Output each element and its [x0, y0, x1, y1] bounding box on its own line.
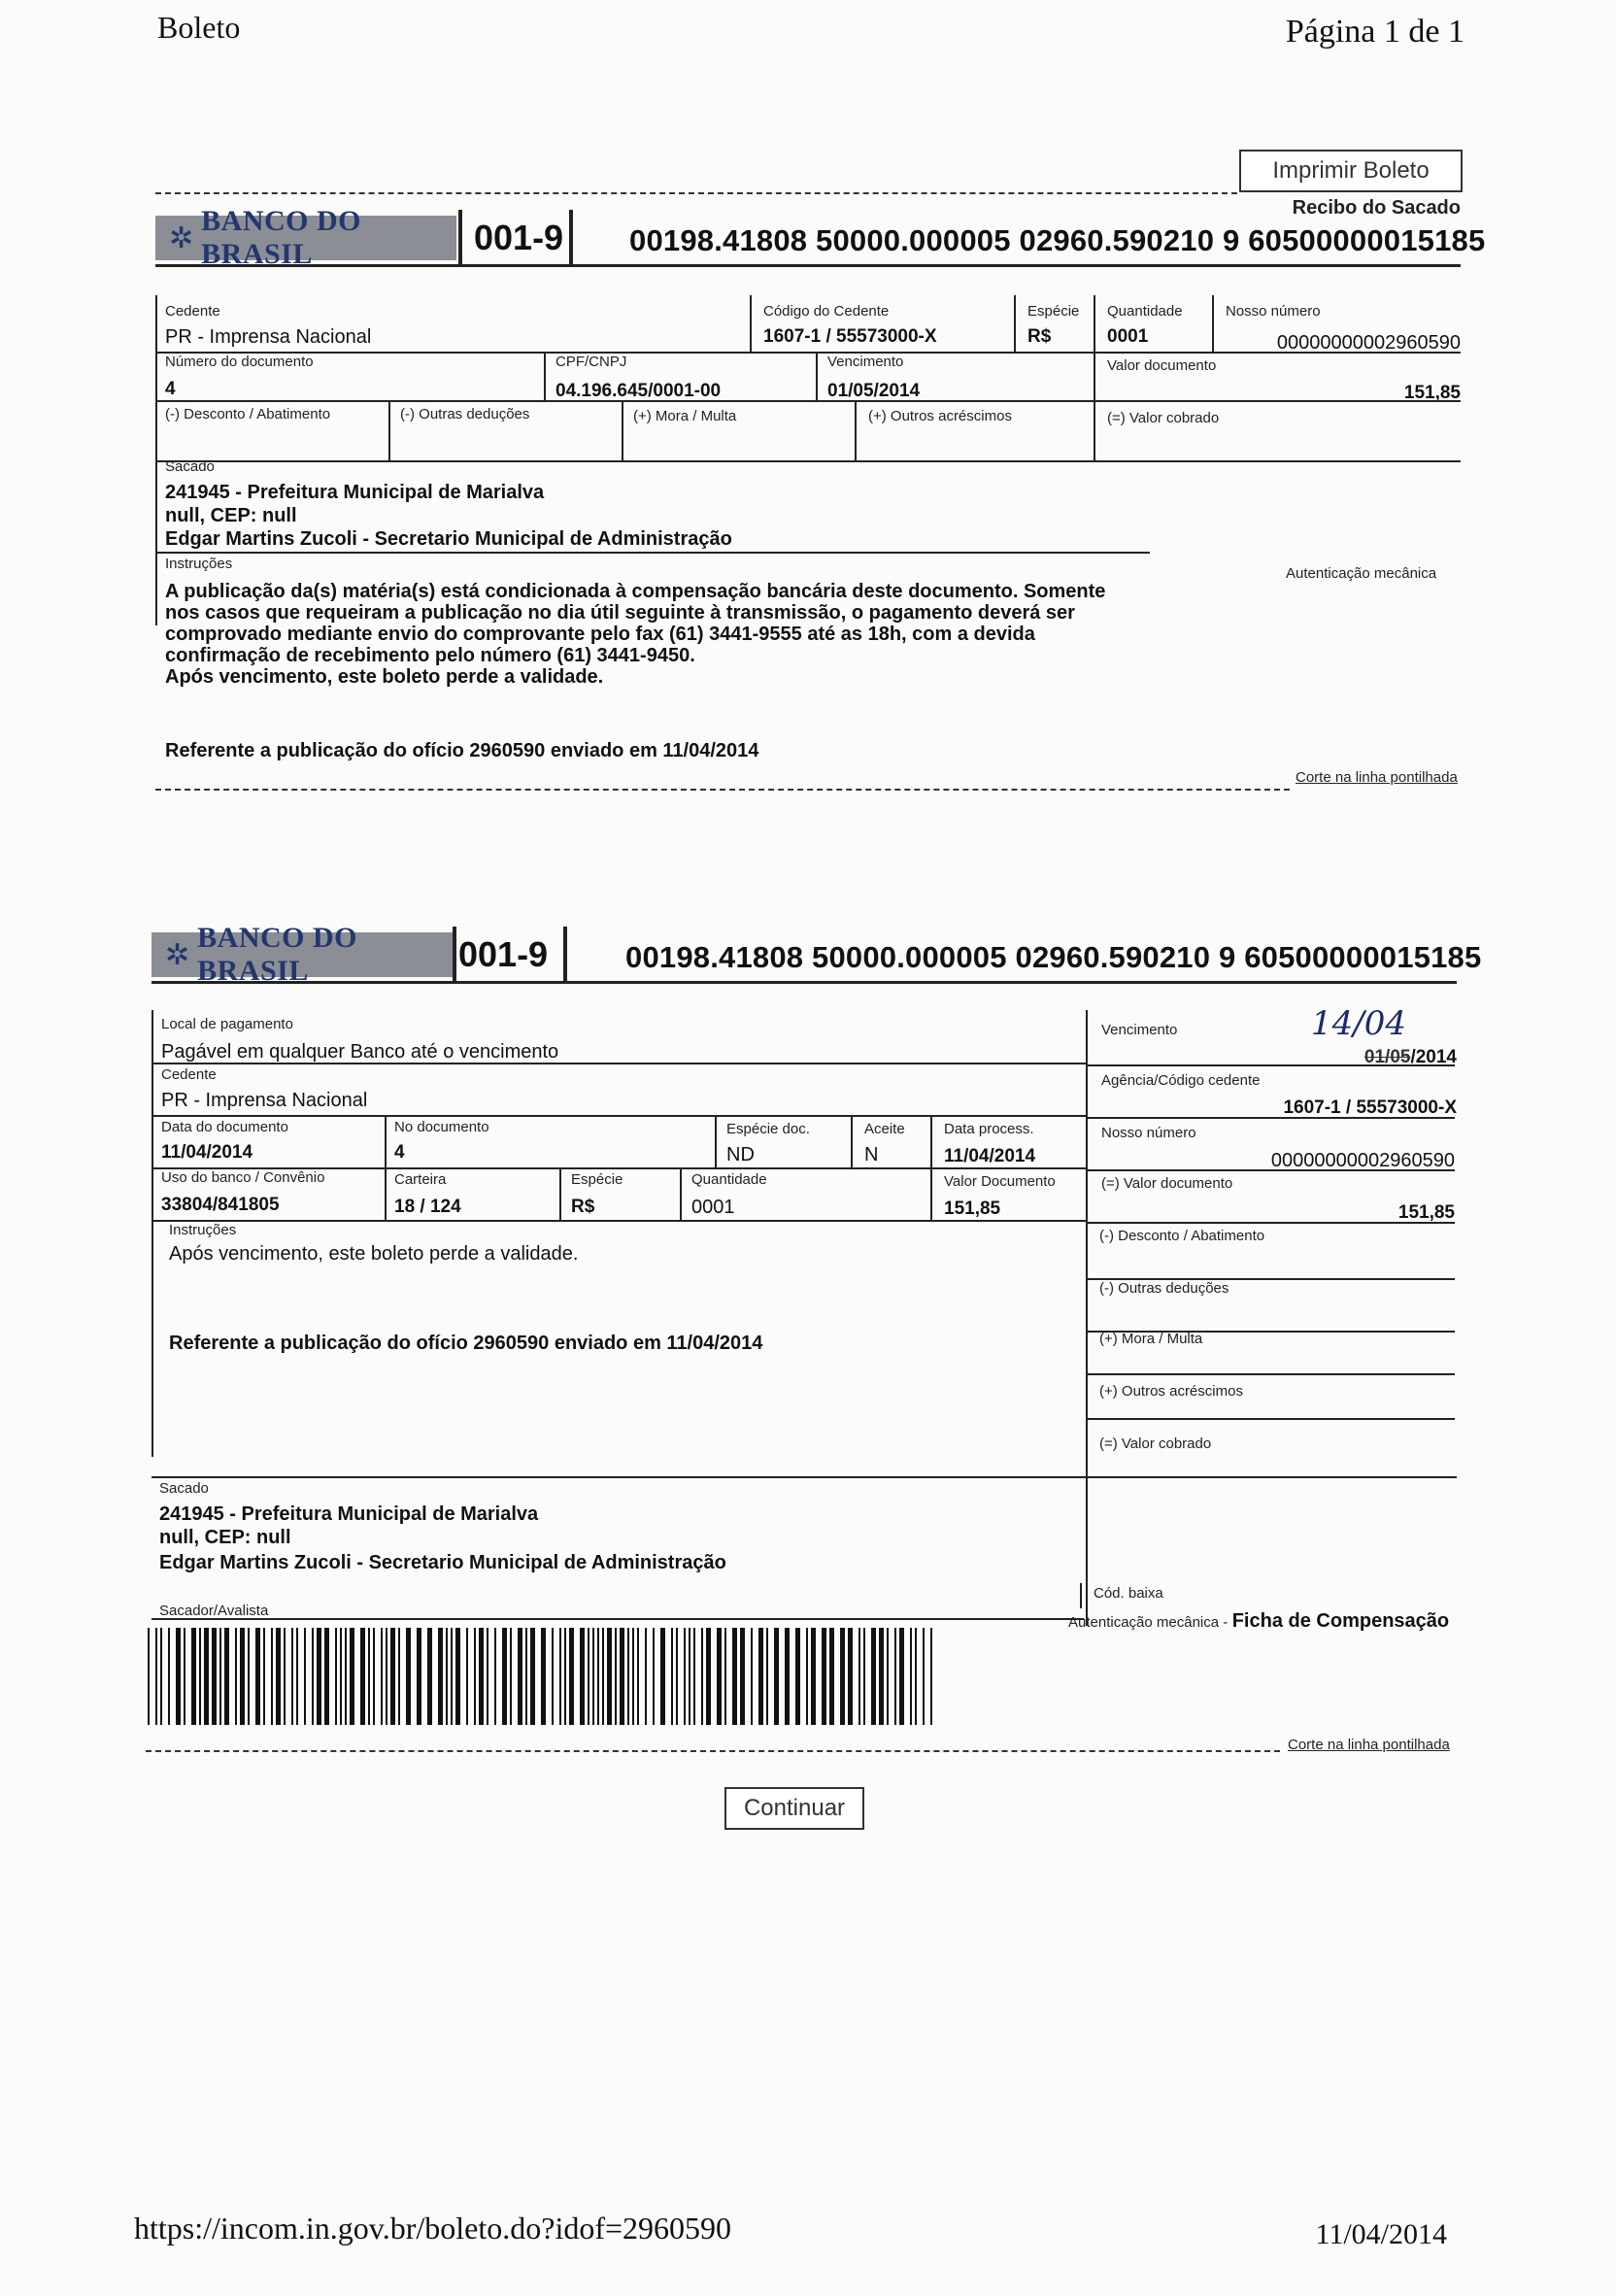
- barcode-bar: [615, 1628, 617, 1725]
- barcode-bar: [848, 1628, 853, 1725]
- outras-deducoes-label: (-) Outras deduções: [400, 406, 530, 422]
- barcode-bar: [335, 1628, 337, 1725]
- top-dashed-line: [155, 192, 1237, 194]
- print-boleto-button[interactable]: Imprimir Boleto: [1239, 150, 1463, 192]
- barcode-bar: [676, 1628, 678, 1725]
- cedente-label: Cedente: [161, 1066, 217, 1083]
- barcode-bar: [785, 1628, 790, 1725]
- barcode-bar: [373, 1628, 375, 1725]
- instrucoes-line: comprovado mediante envio do comprovante pelo fax (61) 3441-9555 até as 18h, com a devida: [165, 624, 1035, 645]
- barcode-bar: [632, 1628, 634, 1725]
- border: [680, 1167, 682, 1220]
- border: [851, 1115, 853, 1167]
- row-line: [152, 1115, 1086, 1117]
- autenticacao-label: Autenticação mecânica -: [1068, 1614, 1229, 1631]
- barcode-bar: [240, 1628, 245, 1725]
- continue-button[interactable]: Continuar: [724, 1787, 864, 1830]
- bank-code: 001-9: [458, 934, 549, 974]
- barcode-bar: [474, 1628, 476, 1725]
- barcode-bar: [569, 1628, 574, 1725]
- barcode-bar: [592, 1628, 594, 1725]
- nosso-numero-value: 00000000002960590: [1270, 1150, 1455, 1171]
- barcode-bar: [693, 1628, 695, 1725]
- barcode-bar: [212, 1628, 217, 1725]
- mora-label: (+) Mora / Multa: [633, 408, 737, 424]
- border: [1094, 295, 1095, 462]
- barcode-bar: [525, 1628, 527, 1725]
- barcode-bar: [317, 1628, 321, 1725]
- sacado-line: null, CEP: null: [159, 1527, 291, 1548]
- header-underline: [152, 981, 1457, 984]
- barcode-bar: [840, 1628, 845, 1725]
- barcode-bar: [530, 1628, 535, 1725]
- row-line: [152, 1618, 1084, 1620]
- border: [622, 400, 623, 462]
- vencimento-handwritten: 14/04: [1311, 1004, 1406, 1043]
- cedente-label: Cedente: [165, 303, 220, 320]
- quantidade-label: Quantidade: [1107, 303, 1183, 320]
- page-number: Página 1 de 1: [1285, 14, 1464, 50]
- vencimento-value: 01/05/2014: [827, 381, 921, 401]
- aceite-label: Aceite: [864, 1121, 905, 1137]
- barcode-bar: [894, 1628, 896, 1725]
- barcode-bar: [291, 1628, 293, 1725]
- bank-logo: [152, 922, 453, 987]
- barcode-bar: [701, 1628, 703, 1725]
- outras-deducoes-label: (-) Outras deduções: [1099, 1280, 1229, 1297]
- page-title: Boleto: [157, 10, 241, 45]
- row-line: [155, 552, 1150, 554]
- barcode-bar: [494, 1628, 496, 1725]
- cedente-value: PR - Imprensa Nacional: [165, 326, 372, 348]
- barcode-bar: [620, 1628, 624, 1725]
- valor-documento-label: (=) Valor documento: [1101, 1175, 1233, 1192]
- barcode-bar: [541, 1628, 546, 1725]
- instrucoes-line: Após vencimento, este boleto perde a validade.: [165, 666, 604, 688]
- digitable-line: 00198.41808 50000.000005 02960.590210 9 60500000015185: [625, 940, 1482, 974]
- vencimento-struck: 01/05: [1364, 1047, 1411, 1067]
- vencimento-label: Vencimento: [1101, 1022, 1178, 1038]
- data-documento-value: 11/04/2014: [161, 1142, 253, 1163]
- border: [750, 295, 752, 354]
- uso-banco-value: 33804/841805: [161, 1195, 280, 1215]
- agencia-value: 1607-1 / 55573000-X: [1283, 1097, 1457, 1118]
- autenticacao: [1068, 1610, 1449, 1633]
- barcode-bar: [368, 1628, 370, 1725]
- quantidade-value: 0001: [691, 1197, 735, 1218]
- numero-documento-label: No documento: [394, 1119, 489, 1135]
- nosso-numero-label: Nosso número: [1101, 1125, 1196, 1141]
- row-line: [1086, 1117, 1455, 1119]
- sacado-label: Sacado: [165, 458, 215, 475]
- desconto-label: (-) Desconto / Abatimento: [1099, 1228, 1265, 1244]
- barcode-bar: [510, 1628, 512, 1725]
- border: [855, 400, 857, 462]
- barcode-bar: [887, 1628, 889, 1725]
- instrucoes-label: Instruções: [165, 556, 233, 572]
- barcode-bar: [758, 1628, 763, 1725]
- border: [559, 1167, 561, 1220]
- barcode-bar: [168, 1628, 170, 1725]
- referente-text: Referente a publicação do ofício 2960590 enviado em 11/04/2014: [169, 1333, 763, 1354]
- barcode-bar: [588, 1628, 589, 1725]
- barcode-bar: [653, 1628, 655, 1725]
- carteira-value: 18 / 124: [394, 1197, 461, 1217]
- border: [155, 295, 157, 462]
- recibo-label: Recibo do Sacado: [1292, 197, 1461, 219]
- cedente-value: PR - Imprensa Nacional: [161, 1090, 368, 1111]
- barcode-bar: [858, 1628, 860, 1725]
- cpf-cnpj-value: 04.196.645/0001-00: [556, 381, 722, 401]
- barcode-bar: [751, 1628, 753, 1725]
- barcode-bar: [304, 1628, 306, 1725]
- border: [544, 352, 546, 400]
- nosso-numero-label: Nosso número: [1226, 303, 1321, 320]
- barcode-bar: [706, 1628, 711, 1725]
- header-underline: [155, 264, 1461, 267]
- row-line: [1086, 1418, 1455, 1420]
- sacado-line: 241945 - Prefeitura Municipal de Marialva: [165, 482, 545, 503]
- barcode-bar: [312, 1628, 314, 1725]
- bank-name: BANCO DO BRASIL: [201, 205, 361, 270]
- valor-documento-label: Valor documento: [1107, 357, 1217, 374]
- cut-line: [146, 1750, 1280, 1752]
- barcode-bar: [597, 1628, 599, 1725]
- separator: [569, 210, 573, 266]
- row-line: [155, 400, 1461, 402]
- vencimento-label: Vencimento: [827, 354, 904, 370]
- barcode-bar: [766, 1628, 768, 1725]
- uso-banco-label: Uso do banco / Convênio: [161, 1169, 325, 1186]
- barcode-bar: [879, 1628, 884, 1725]
- barcode-bar: [795, 1628, 800, 1725]
- bank-logo-icon: ✲: [169, 221, 194, 254]
- barcode-bar: [191, 1628, 196, 1725]
- barcode-bar: [255, 1628, 260, 1725]
- barcode-bar: [645, 1628, 647, 1725]
- barcode-bar: [160, 1628, 162, 1725]
- especie-doc-label: Espécie doc.: [726, 1121, 810, 1137]
- barcode-bar: [381, 1628, 383, 1725]
- barcode-bar: [487, 1628, 488, 1725]
- data-process-label: Data process.: [944, 1121, 1034, 1137]
- barcode-bar: [660, 1628, 665, 1725]
- instrucoes-line: A publicação da(s) matéria(s) está condicionada à compensação bancária deste documento. Somente: [165, 581, 1106, 602]
- numero-documento-value: 4: [394, 1142, 405, 1163]
- barcode-bar: [345, 1628, 347, 1725]
- barcode-bar: [829, 1628, 834, 1725]
- barcode-bar: [224, 1628, 229, 1725]
- row-line: [1086, 1064, 1455, 1066]
- barcode-bar: [466, 1628, 468, 1725]
- barcode-bar: [438, 1628, 443, 1725]
- desconto-label: (-) Desconto / Abatimento: [165, 406, 331, 422]
- codigo-cedente-value: 1607-1 / 55573000-X: [763, 326, 937, 347]
- quantidade-value: 0001: [1107, 326, 1149, 347]
- bank-code: 001-9: [474, 218, 564, 257]
- sacado-line: 241945 - Prefeitura Municipal de Marialva: [159, 1503, 539, 1525]
- border: [715, 1115, 717, 1167]
- barcode-bar: [580, 1628, 585, 1725]
- row-line: [152, 1220, 1086, 1222]
- barcode-bar: [324, 1628, 329, 1725]
- barcode-bar: [184, 1628, 185, 1725]
- barcode-bar: [627, 1628, 629, 1725]
- cod-baixa-label: Cód. baixa: [1094, 1585, 1163, 1602]
- border: [388, 400, 390, 462]
- row-line: [1086, 1373, 1455, 1375]
- barcode-bar: [822, 1628, 826, 1725]
- instrucoes-text: Após vencimento, este boleto perde a validade.: [169, 1243, 579, 1265]
- valor-cobrado-label: (=) Valor cobrado: [1107, 410, 1220, 426]
- barcode-bar: [923, 1628, 925, 1725]
- barcode-bar: [806, 1628, 808, 1725]
- numero-documento-value: 4: [165, 379, 176, 399]
- valor-cobrado-label: (=) Valor cobrado: [1099, 1435, 1212, 1452]
- data-documento-label: Data do documento: [161, 1119, 288, 1135]
- sacado-line: Edgar Martins Zucoli - Secretario Municipal de Administração: [165, 528, 732, 550]
- barcode-bar: [386, 1628, 387, 1725]
- border: [1212, 295, 1214, 354]
- barcode-bar: [899, 1628, 904, 1725]
- barcode-bar: [148, 1628, 150, 1725]
- bank-logo-icon: ✲: [165, 938, 190, 971]
- referente-text: Referente a publicação do ofício 2960590 enviado em 11/04/2014: [165, 740, 759, 761]
- barcode-bar: [871, 1628, 876, 1725]
- barcode-bar: [915, 1628, 917, 1725]
- valor-documento-value: 151,85: [1403, 383, 1461, 403]
- valor-documento-value: 151,85: [1397, 1202, 1455, 1223]
- border: [1086, 1010, 1088, 1626]
- row-line: [1086, 1222, 1455, 1224]
- barcode-bar: [564, 1628, 566, 1725]
- barcode-bar: [176, 1628, 181, 1725]
- codigo-cedente-label: Código do Cedente: [763, 303, 890, 320]
- barcode-bar: [427, 1628, 432, 1725]
- row-line: [155, 460, 1461, 462]
- agencia-label: Agência/Código cedente: [1101, 1072, 1261, 1089]
- aceite-value: N: [864, 1144, 879, 1165]
- valor-documento-small-label: Valor Documento: [944, 1173, 1056, 1190]
- sacado-label: Sacado: [159, 1480, 209, 1497]
- barcode-bar: [398, 1628, 400, 1725]
- separator: [453, 927, 456, 983]
- row-line: [1086, 1169, 1455, 1171]
- barcode-bar: [518, 1628, 522, 1725]
- border: [155, 460, 157, 625]
- barcode-bar: [910, 1628, 912, 1725]
- barcode-bar: [263, 1628, 265, 1725]
- barcode-bar: [417, 1628, 421, 1725]
- barcode-bar: [774, 1628, 779, 1725]
- sacado-line: null, CEP: null: [165, 505, 297, 526]
- valor-documento-small-value: 151,85: [944, 1199, 1001, 1219]
- footer-url: https://incom.in.gov.br/boleto.do?idof=2960590: [134, 2211, 732, 2245]
- digitable-line: 00198.41808 50000.000005 02960.590210 9 60500000015185: [629, 223, 1486, 257]
- barcode-bar: [390, 1628, 395, 1725]
- barcode-bar: [340, 1628, 342, 1725]
- barcode-bar: [204, 1628, 209, 1725]
- corte-label: Corte na linha pontilhada: [1296, 769, 1458, 786]
- barcode-bar: [811, 1628, 816, 1725]
- cpf-cnpj-label: CPF/CNPJ: [556, 354, 627, 370]
- barcode-bar: [276, 1628, 281, 1725]
- separator: [563, 927, 567, 983]
- instrucoes-line: nos casos que requeiram a publicação no dia útil seguinte à transmissão, o pagamento deverá ser: [165, 602, 1075, 624]
- especie-value: R$: [1027, 326, 1052, 347]
- barcode-bar: [863, 1628, 865, 1725]
- barcode-bar: [602, 1628, 604, 1725]
- ficha-label: Ficha de Compensação: [1231, 1610, 1450, 1632]
- barcode-bar: [724, 1628, 726, 1725]
- separator: [458, 210, 462, 266]
- barcode-bar: [199, 1628, 201, 1725]
- barcode: [146, 1628, 942, 1725]
- barcode-bar: [350, 1628, 354, 1725]
- instrucoes-line: confirmação de recebimento pelo número (61) 3441-9450.: [165, 645, 695, 666]
- barcode-bar: [671, 1628, 673, 1725]
- quantidade-label: Quantidade: [691, 1171, 767, 1188]
- instrucoes-label: Instruções: [169, 1222, 237, 1238]
- local-pagamento-value: Pagável em qualquer Banco até o vencimento: [161, 1041, 559, 1063]
- barcode-bar: [451, 1628, 453, 1725]
- barcode-bar: [360, 1628, 365, 1725]
- barcode-bar: [717, 1628, 722, 1725]
- barcode-bar: [155, 1628, 157, 1725]
- border: [1080, 1583, 1082, 1608]
- barcode-bar: [552, 1628, 554, 1725]
- bank-name: BANCO DO BRASIL: [197, 922, 357, 987]
- barcode-bar: [479, 1628, 484, 1725]
- numero-documento-label: Número do documento: [165, 354, 314, 370]
- especie-label: Espécie: [571, 1171, 623, 1188]
- especie-doc-value: ND: [726, 1144, 755, 1165]
- corte-label: Corte na linha pontilhada: [1288, 1737, 1450, 1753]
- local-pagamento-label: Local de pagamento: [161, 1016, 293, 1032]
- sacado-line: Edgar Martins Zucoli - Secretario Municipal de Administração: [159, 1552, 726, 1573]
- mora-label: (+) Mora / Multa: [1099, 1331, 1203, 1347]
- barcode-bar: [406, 1628, 411, 1725]
- barcode-bar: [684, 1628, 686, 1725]
- row-line: [152, 1476, 1457, 1478]
- barcode-bar: [284, 1628, 286, 1725]
- barcode-bar: [637, 1628, 639, 1725]
- carteira-label: Carteira: [394, 1171, 447, 1188]
- data-process-value: 11/04/2014: [944, 1146, 1036, 1166]
- border: [816, 352, 818, 400]
- barcode-bar: [502, 1628, 507, 1725]
- barcode-bar: [248, 1628, 250, 1725]
- barcode-bar: [455, 1628, 460, 1725]
- barcode-bar: [607, 1628, 612, 1725]
- outros-acrescimos-label: (+) Outros acréscimos: [1099, 1383, 1243, 1400]
- row-line: [155, 352, 1461, 354]
- barcode-bar: [689, 1628, 690, 1725]
- barcode-bar: [235, 1628, 237, 1725]
- sacador-label: Sacador/Avalista: [159, 1603, 269, 1619]
- barcode-bar: [296, 1628, 298, 1725]
- row-line: [152, 1063, 1086, 1064]
- especie-value: R$: [571, 1197, 595, 1217]
- barcode-bar: [930, 1628, 932, 1725]
- bank-logo: [155, 205, 456, 270]
- barcode-bar: [271, 1628, 273, 1725]
- especie-label: Espécie: [1027, 303, 1080, 320]
- barcode-bar: [446, 1628, 448, 1725]
- barcode-bar: [732, 1628, 737, 1725]
- border: [152, 1010, 153, 1457]
- autenticacao-label: Autenticação mecânica: [1286, 565, 1437, 582]
- barcode-bar: [740, 1628, 745, 1725]
- footer-date: 11/04/2014: [1315, 2218, 1447, 2250]
- cut-line: [155, 789, 1290, 791]
- vencimento-year: /2014: [1410, 1047, 1457, 1067]
- barcode-bar: [219, 1628, 221, 1725]
- border: [1014, 295, 1016, 354]
- barcode-bar: [559, 1628, 561, 1725]
- outros-acrescimos-label: (+) Outros acréscimos: [868, 408, 1012, 424]
- nosso-numero-value: 00000000002960590: [1276, 332, 1461, 354]
